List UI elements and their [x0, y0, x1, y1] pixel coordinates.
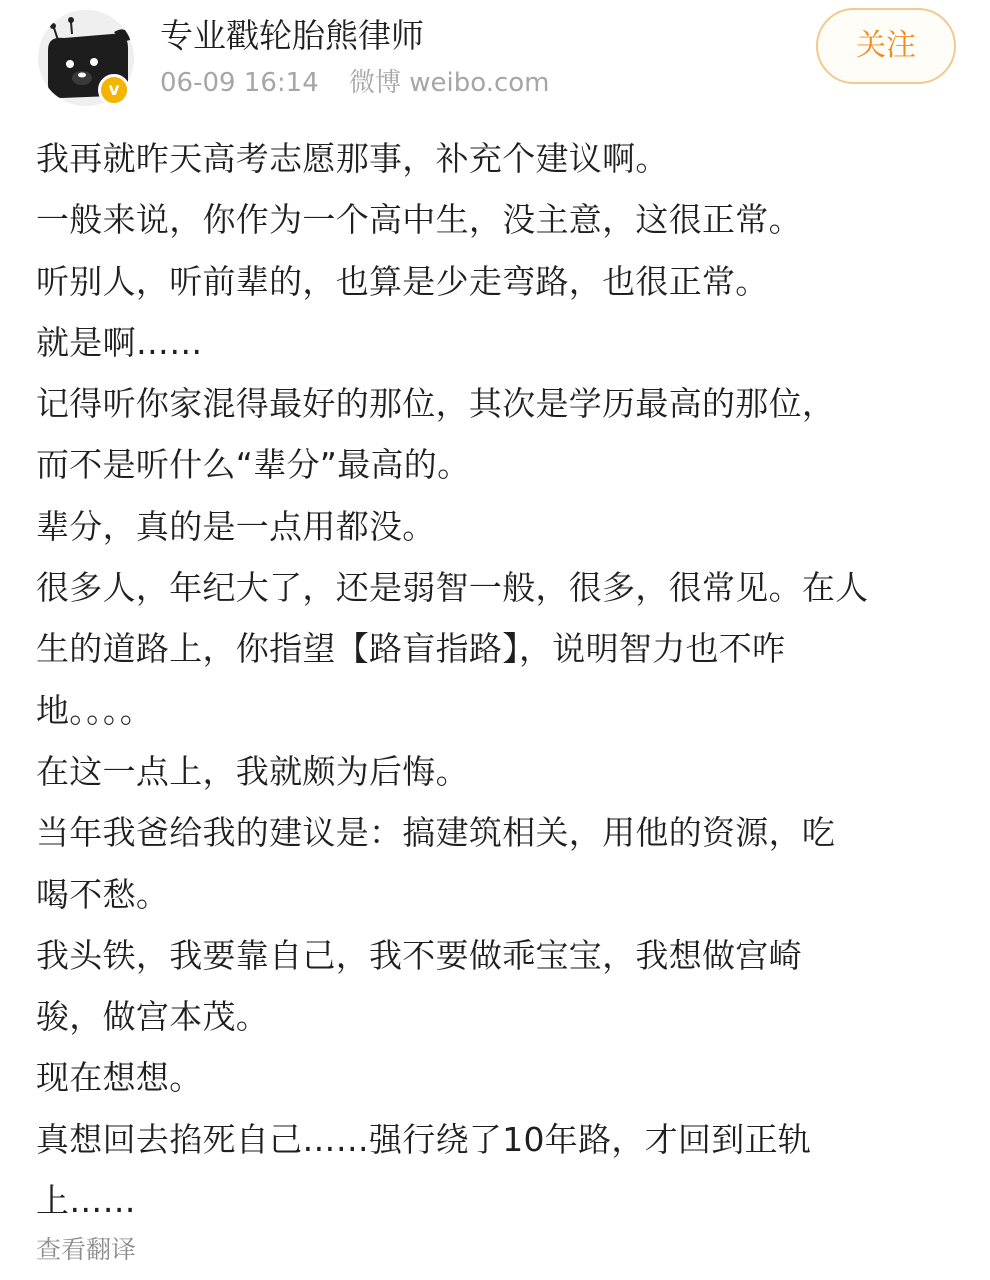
post-meta — [160, 66, 572, 100]
post-header — [0, 0, 990, 118]
post-line: 在这一点上，我就颇为后悔。 — [36, 751, 469, 791]
follow-button[interactable]: 关注 — [816, 8, 956, 84]
post-line: 一般来说，你作为一个高中生，没主意，这很正常。 — [36, 200, 802, 240]
timestamp: 06-09 16:14 — [160, 68, 319, 98]
username[interactable]: 专业戳轮胎熊律师 — [160, 16, 424, 55]
post-line: 上…… — [36, 1181, 136, 1221]
post-line: 当年我爸给我的建议是：搞建筑相关，用他的资源，吃 — [36, 813, 836, 853]
post-line: 听别人，听前辈的，也算是少走弯路，也很正常。 — [36, 261, 769, 301]
post-line: 我再就昨天高考志愿那事，补充个建议啊。 — [36, 139, 669, 178]
post-line: 现在想想。 — [36, 1058, 203, 1098]
post-line: 很多人，年纪大了，还是弱智一般，很多，很常见。在人 — [36, 568, 869, 608]
post-line: 地。。。。 — [36, 690, 153, 730]
post-line: 喝不愁。 — [36, 874, 170, 914]
source: 微博 weibo.com — [349, 68, 550, 98]
view-translation-link[interactable]: 查看翻译 — [36, 1235, 137, 1264]
post-line: 生的道路上，你指望【路盲指路】，说明智力也不咋 — [36, 629, 786, 669]
post-line: 就是啊…… — [36, 322, 203, 362]
post-line: 记得听你家混得最好的那位，其次是学历最高的那位， — [36, 384, 836, 424]
post-line: 而不是听什么“辈分”最高的。 — [36, 445, 471, 485]
post-line: 辈分，真的是一点用都没。 — [36, 506, 436, 546]
post-line: 我头铁，我要靠自己，我不要做乖宝宝，我想做宫崎 — [36, 935, 802, 975]
verified-badge-icon: v — [98, 74, 130, 106]
post-line: 真想回去掐死自己……强行绕了10年路，才回到正轨 — [36, 1119, 812, 1159]
post-content — [36, 128, 956, 1231]
post-line: 骏，做宫本茂。 — [36, 997, 270, 1037]
